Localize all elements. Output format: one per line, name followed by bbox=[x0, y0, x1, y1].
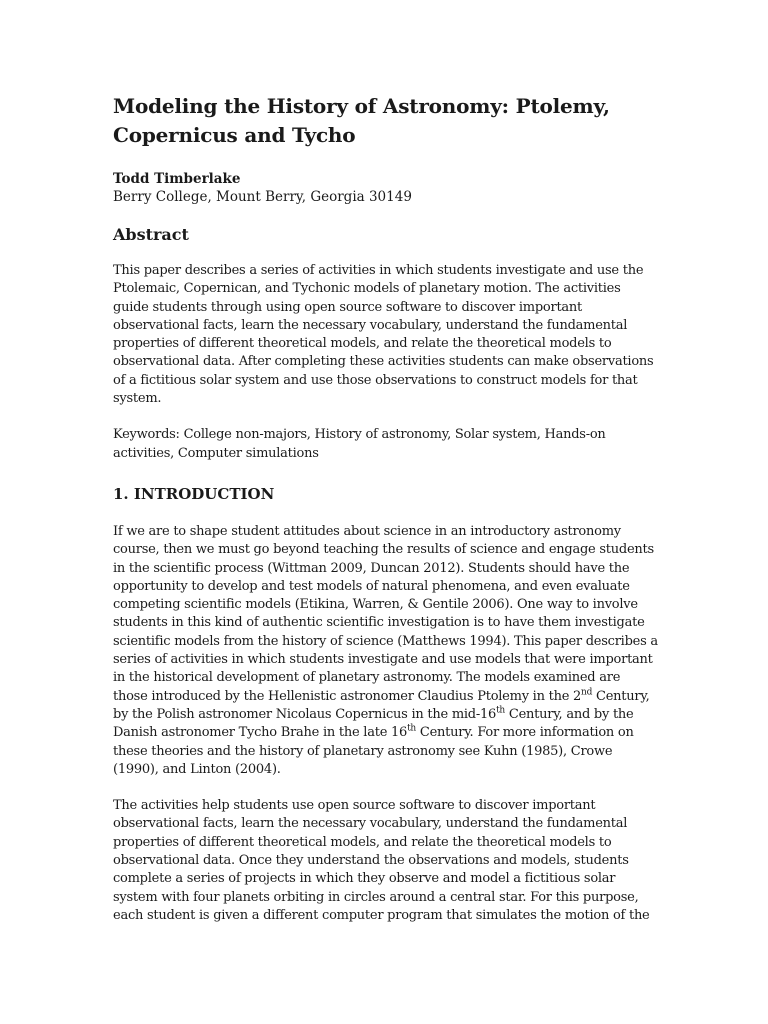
intro-p1-text-a: If we are to shape student attitudes about science in an introductory astronomy course, then we must go beyond teaching the results of science and engage students in the scientific process (Wittman 2009, Duncan 2012). Students should have the opportunity to develop and test models of natural phenomena, and even evaluate competing scientific models (Etikina, Warren, & Gentile 2006). One way to involve students in this kind of authentic scientific investigation is to have them investigate scientific models from the history of science (Matthews 1994). This paper describes a series of activities in which students investigate and use models that were important in the historical development of planetary astronomy. The models examined are those introduced by the Hellenistic astronomer Claudius Ptolemy in the 2 bbox=[113, 523, 658, 704]
intro-paragraph-1 bbox=[113, 523, 658, 779]
keywords: Keywords: College non-majors, History of astronomy, Solar system, Hands-on activities, Computer simulations bbox=[113, 427, 606, 461]
intro-paragraph-2: The activities help students use open source software to discover important observational facts, learn the necessary vocabulary, understand the fundamental properties of different theoretical models, and relate the theoretical models to observational data. Once they understand the observations and models, students complete a series of projects in which they observe and model a fictitious solar system with four planets orbiting in circles around a central star. For this purpose, each student is given a different computer program that simulates the motion of the bbox=[113, 798, 650, 923]
superscript-nd: nd bbox=[581, 687, 593, 698]
paper-page bbox=[113, 92, 658, 925]
superscript-th: th bbox=[407, 723, 416, 734]
intro-p1-text-c: Century, and by the Danish astronomer Tycho Brahe in the late 16 bbox=[113, 706, 634, 741]
abstract-text: This paper describes a series of activities in which students investigate and use the Ptolemaic, Copernican, and Tychonic models of planetary motion. The activities guide students through using open source software to discover important observational facts, learn the necessary vocabulary, understand the fundamental properties of different theoretical models, and relate the theoretical models to observational data. After completing these activities students can make observations of a fictitious solar system and use those observations to construct models for that system. bbox=[113, 263, 654, 407]
intro-p1-text-b: Century, by the Polish astronomer Nicolaus Copernicus in the mid-16 bbox=[113, 688, 650, 722]
abstract-heading: Abstract bbox=[113, 225, 189, 244]
author-affiliation: Berry College, Mount Berry, Georgia 30149 bbox=[113, 189, 412, 205]
section-heading-introduction: 1. INTRODUCTION bbox=[113, 484, 275, 503]
intro-p1-text-d: Century. For more information on these theories and the history of planetary astronomy see Kuhn (1985), Crowe (1990), and Linton (2004). bbox=[113, 725, 634, 777]
paper-title: Modeling the History of Astronomy: Ptolemy, Copernicus and Tycho bbox=[113, 94, 610, 147]
author-name: Todd Timberlake bbox=[113, 171, 241, 187]
superscript-th: th bbox=[496, 705, 505, 716]
